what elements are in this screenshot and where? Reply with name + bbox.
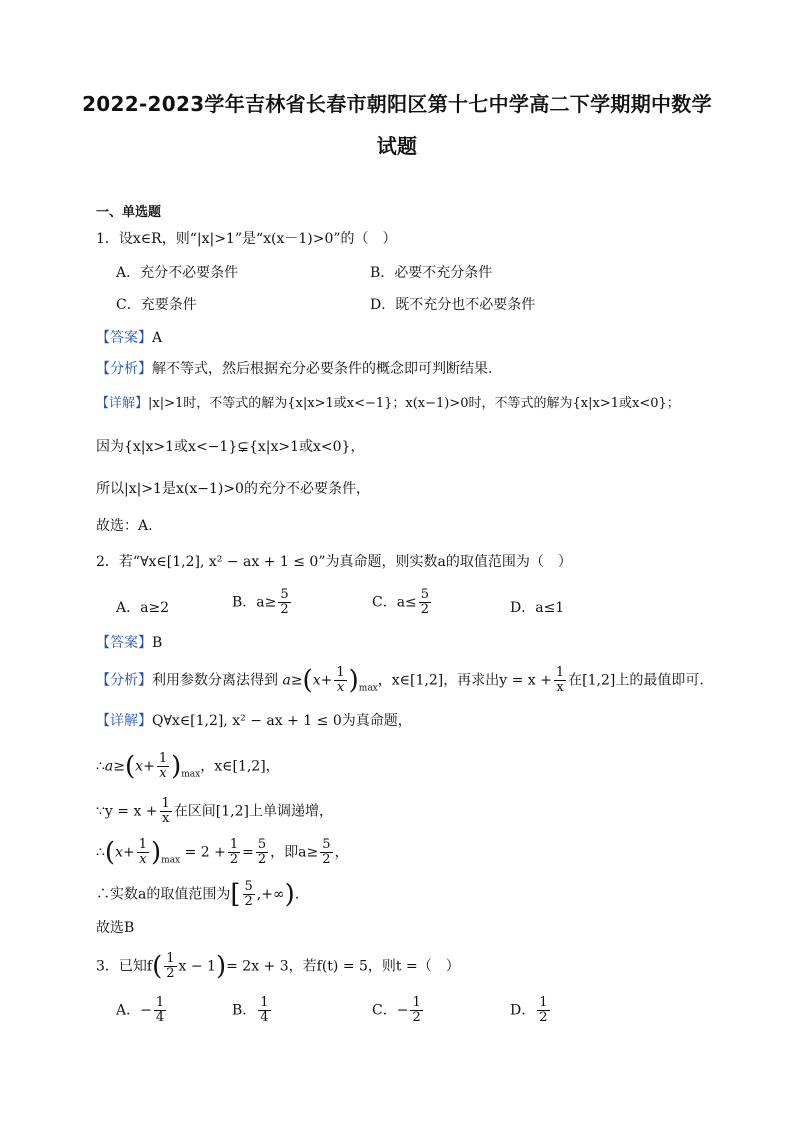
q2-detail-line6: 故选B xyxy=(96,920,135,936)
fraction: $\frac{1}{x}$ xyxy=(138,837,147,867)
q2-detail-line3: ∵y = x + $\frac{1}{x}$ 在区间[1,2]上单调递增， xyxy=(96,796,334,826)
fraction: $\frac{1}{2}$ xyxy=(166,951,175,981)
analysis-tag: 【分析】 xyxy=(96,361,152,377)
q2-answer-value: B xyxy=(152,635,163,651)
q2-option-c xyxy=(372,588,433,617)
q2-detail-line5: ∴实数a的取值范围为[ $\frac{5}{2}$ ,+∞). xyxy=(96,879,300,910)
q2-option-a: A．a≥2 xyxy=(116,600,170,616)
q1-detail-line1 xyxy=(96,394,680,414)
q2-stem: 2．若“∀x∈[1,2], x² − ax + 1 ≤ 0”为真命题，则实数a的取值范围为（ ） xyxy=(96,554,572,570)
fraction: $\frac{1}{x}$ xyxy=(161,796,170,826)
q2-option-b xyxy=(232,588,293,617)
q2-detail-line1: 【详解】Q∀x∈[1,2], x² − ax + 1 ≤ 0为真命题， xyxy=(96,713,412,729)
q1-option-d: D．既不充分也不必要条件 xyxy=(370,297,536,313)
analysis-tag: 【分析】 xyxy=(96,672,152,689)
document-title-continued: 试题 xyxy=(376,134,418,158)
q1-analysis-text: 解不等式，然后根据充分必要条件的概念即可判断结果. xyxy=(152,361,493,377)
fraction: $\frac{1}{x}$ xyxy=(555,665,565,695)
fraction: $\frac{1}{4}$ xyxy=(155,995,165,1025)
q1-detail-text1: |x|>1时，不等式的解为{x|x>1或x<−1}；x(x−1)>0时，不等式的解为{x|x>1或x<0}； xyxy=(148,396,680,411)
answer-tag: 【答案】 xyxy=(96,330,152,346)
q1-option-b: B．必要不充分条件 xyxy=(370,265,493,281)
q1-option-a: A．充分不必要条件 xyxy=(116,265,239,281)
q2-option-d: D．a≤1 xyxy=(510,600,565,616)
q1-analysis xyxy=(96,359,492,379)
fraction: $\frac{1}{2}$ xyxy=(229,837,239,867)
fraction: $\frac{5}{2}$ xyxy=(244,879,253,909)
q1-detail-line2: 因为{x|x>1或x<−1}⊊{x|x>1或x<0}， xyxy=(96,439,365,455)
fraction: $\frac{5}{2}$ xyxy=(420,587,430,617)
fraction: $\frac{1}{x}$ xyxy=(158,751,168,781)
section-heading: 一、单选题 xyxy=(96,205,162,220)
q2-detail-line2: ∴a≥(x+ $\frac{1}{x}$ )$_{max}$，x∈[1,2]， xyxy=(96,751,280,782)
detail-tag: 【详解】 xyxy=(96,396,149,411)
q1-answer xyxy=(96,328,162,348)
q3-option-b: B． $\frac{1}{4}$ xyxy=(232,995,269,1025)
q3-option-a: A．− $\frac{1}{4}$ xyxy=(116,995,165,1025)
fraction: $\frac{5}{2}$ xyxy=(280,587,289,617)
q2-detail-line4: ∴(x+ $\frac{1}{x}$ )$_{max} = 2$ + $\frac{1}{2}$ = $\frac{5}{2}$ ，即a≥ $\frac{5}{2}$ ， xyxy=(96,837,349,868)
q3-option-d: D． $\frac{1}{2}$ xyxy=(510,995,548,1025)
fraction: $\frac{1}{4}$ xyxy=(260,995,269,1025)
q1-detail-line3: 所以|x|>1是x(x−1)>0的充分不必要条件， xyxy=(96,481,370,497)
q2-answer xyxy=(96,633,162,653)
document-title: 2022-2023学年吉林省长春市朝阳区第十七中学高二下学期期中数学 xyxy=(82,92,712,116)
detail-tag: 【详解】 xyxy=(96,713,152,729)
q1-stem: 1．设x∈R，则“|x|>1”是“x(x－1)>0”的（ ） xyxy=(96,231,397,247)
q2-option-c-label: C．a≤ xyxy=(372,594,417,611)
fraction: $\frac{5}{2}$ xyxy=(257,837,267,867)
fraction: $\frac{1}{2}$ xyxy=(412,995,421,1025)
q2-analysis: 【分析】利用参数分离法得到 a≥(x+ $\frac{1}{x}$ )$_{max}$，x∈[1,2]，再求出y = x + $\frac{1}{x}$ 在[1,2]上的最值即可. xyxy=(96,665,704,696)
answer-tag: 【答案】 xyxy=(96,635,152,651)
q1-detail-line4: 故选：A. xyxy=(96,518,153,534)
fraction: $\frac{5}{2}$ xyxy=(322,837,331,867)
fraction: $\frac{1}{x}$ xyxy=(336,665,345,695)
q3-option-c: C．− $\frac{1}{2}$ xyxy=(372,995,421,1025)
q1-answer-value: A xyxy=(152,330,163,346)
q3-stem: 3．已知f( $\frac{1}{2}$ x − 1)= 2x + 3，若f(t) = 5，则t =（ ） xyxy=(96,951,460,982)
q2-option-b-label: B．a≥ xyxy=(232,594,277,611)
q1-option-c: C．充要条件 xyxy=(116,297,197,313)
fraction: $\frac{1}{2}$ xyxy=(539,995,548,1025)
